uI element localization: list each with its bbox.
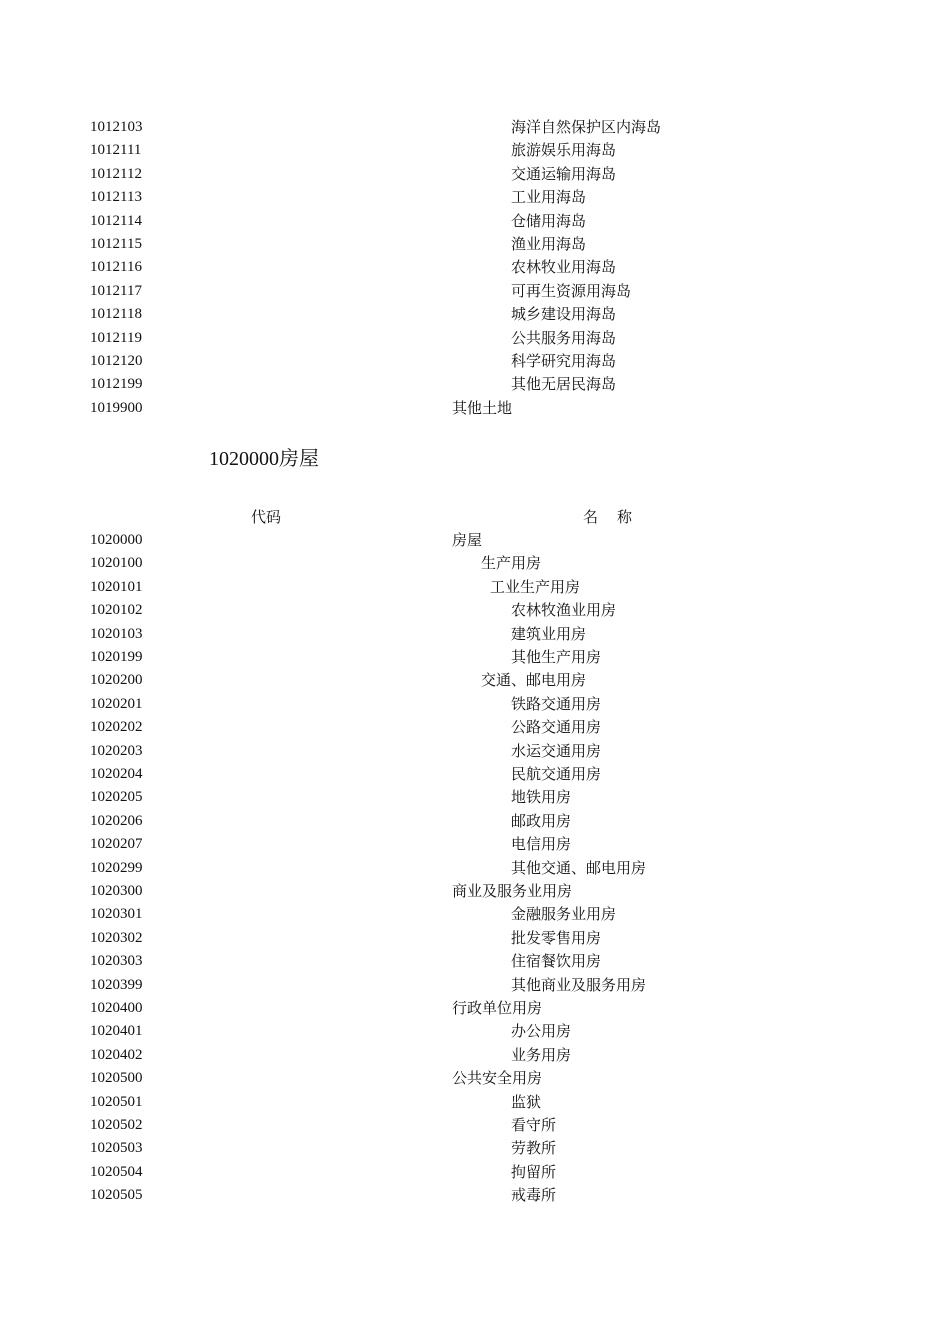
row-name: 其他商业及服务用房	[511, 975, 647, 994]
table-row	[0, 373, 950, 396]
table-row	[0, 997, 950, 1020]
row-code: 1020303	[90, 953, 143, 970]
row-code: 1020300	[90, 883, 143, 899]
row-name: 电信用房	[511, 835, 572, 854]
row-code: 1012120	[90, 353, 143, 369]
row-code: 1020504	[90, 1163, 143, 1180]
table-row	[0, 763, 950, 786]
row-name: 邮政用房	[511, 811, 572, 830]
row-name: 其他无居民海岛	[511, 375, 617, 394]
table-row	[0, 186, 950, 209]
row-code: 1012199	[90, 376, 143, 393]
row-code: 1020399	[90, 976, 143, 993]
table-row	[0, 669, 950, 692]
table-row	[0, 1137, 950, 1160]
row-code: 1020000	[90, 532, 143, 548]
table-row	[0, 1044, 950, 1067]
table-row	[0, 529, 950, 552]
row-code: 1012112	[90, 165, 142, 182]
row-name: 金融服务业用房	[511, 905, 617, 924]
row-code: 1020299	[90, 859, 143, 876]
row-code: 1020400	[90, 1000, 143, 1016]
row-code: 1020103	[90, 625, 143, 642]
row-name: 公路交通用房	[511, 718, 602, 737]
row-name: 办公用房	[511, 1022, 572, 1041]
table-row	[0, 833, 950, 856]
table-row	[0, 280, 950, 303]
table-row	[0, 623, 950, 646]
table-row	[0, 210, 950, 233]
row-code: 1020200	[90, 672, 143, 689]
row-name: 旅游娱乐用海岛	[511, 141, 617, 160]
row-name: 可再生资源用海岛	[511, 281, 632, 300]
row-name: 行政单位用房	[452, 999, 543, 1017]
row-name: 戒毒所	[511, 1186, 557, 1205]
row-code: 1020302	[90, 929, 143, 946]
row-code: 1020503	[90, 1140, 143, 1157]
table-row	[0, 233, 950, 256]
row-code: 1020201	[90, 695, 143, 712]
row-name: 其他生产用房	[511, 648, 602, 666]
row-code: 1020205	[90, 789, 143, 806]
row-code: 1012118	[90, 306, 142, 323]
row-name: 农林牧渔业用房	[511, 601, 617, 620]
row-name: 业务用房	[511, 1045, 572, 1064]
name-column-header: 名 称	[583, 508, 635, 526]
row-name: 科学研究用海岛	[511, 352, 617, 370]
row-code: 1020501	[90, 1093, 143, 1110]
table-row	[0, 927, 950, 950]
row-code: 1020204	[90, 766, 143, 782]
row-code: 1020102	[90, 602, 143, 619]
row-name: 交通运输用海岛	[511, 164, 617, 183]
row-code: 1020203	[90, 742, 143, 759]
row-name: 城乡建设用海岛	[511, 305, 617, 324]
row-code: 1012111	[90, 142, 142, 159]
row-code: 1012114	[90, 212, 142, 229]
row-code: 1012103	[90, 119, 143, 135]
table-row	[0, 552, 950, 575]
table-row	[0, 810, 950, 833]
row-name: 生产用房	[481, 554, 542, 573]
table-row	[0, 786, 950, 809]
row-code: 1020207	[90, 836, 143, 853]
row-code: 1020100	[90, 555, 143, 572]
code-column-header: 代码	[251, 508, 282, 526]
table-row	[0, 950, 950, 973]
row-code: 1020301	[90, 906, 143, 923]
row-code: 1020206	[90, 812, 143, 829]
row-name: 建筑业用房	[511, 624, 587, 643]
table-row	[0, 880, 950, 903]
row-name: 监狱	[511, 1092, 542, 1111]
row-name: 公共安全用房	[452, 1069, 543, 1088]
row-name: 铁路交通用房	[511, 694, 602, 713]
table-row	[0, 857, 950, 880]
table-row	[0, 163, 950, 186]
table-row	[0, 1091, 950, 1114]
row-code: 1012115	[90, 236, 142, 252]
table-row	[0, 903, 950, 926]
table-row	[0, 397, 950, 420]
row-name: 工业生产用房	[490, 577, 581, 596]
row-code: 1012119	[90, 329, 142, 346]
row-name: 农林牧业用海岛	[511, 258, 617, 277]
table-row	[0, 116, 950, 139]
row-name: 其他土地	[452, 398, 513, 417]
row-code: 1020502	[90, 1117, 143, 1133]
table-row	[0, 1114, 950, 1137]
table-row	[0, 303, 950, 326]
row-name: 房屋	[452, 531, 483, 549]
row-name: 劳教所	[511, 1139, 557, 1158]
table-row	[0, 327, 950, 350]
table-row	[0, 974, 950, 997]
row-code: 1020199	[90, 649, 143, 665]
row-name: 住宿餐饮用房	[511, 952, 602, 971]
table-row	[0, 1184, 950, 1207]
row-name: 其他交通、邮电用房	[511, 858, 647, 877]
row-code: 1020401	[90, 1023, 143, 1040]
table-row	[0, 646, 950, 669]
row-code: 1020402	[90, 1046, 143, 1063]
table-row	[0, 1067, 950, 1090]
table-row	[0, 693, 950, 716]
row-code: 1020500	[90, 1070, 143, 1087]
row-code: 1020505	[90, 1187, 143, 1204]
row-code: 1012113	[90, 189, 142, 206]
row-name: 看守所	[511, 1116, 557, 1134]
row-code: 1020101	[90, 578, 143, 595]
row-code: 1012116	[90, 259, 142, 276]
row-name: 地铁用房	[511, 788, 572, 807]
row-name: 民航交通用房	[511, 765, 602, 783]
row-name: 水运交通用房	[511, 741, 602, 760]
section-heading: 1020000房屋	[209, 448, 319, 470]
table-row	[0, 576, 950, 599]
table-row	[0, 256, 950, 279]
row-name: 工业用海岛	[511, 188, 587, 207]
row-code: 1020202	[90, 719, 143, 736]
table-row	[0, 740, 950, 763]
row-name: 仓储用海岛	[511, 211, 587, 230]
table-row	[0, 599, 950, 622]
row-name: 拘留所	[511, 1162, 557, 1181]
row-name: 海洋自然保护区内海岛	[511, 118, 662, 136]
table-row	[0, 1161, 950, 1184]
row-code: 1012117	[90, 282, 142, 299]
row-name: 交通、邮电用房	[481, 671, 587, 690]
table-row	[0, 139, 950, 162]
table-row	[0, 716, 950, 739]
table-row	[0, 350, 950, 373]
row-name: 批发零售用房	[511, 928, 602, 947]
table-row	[0, 1020, 950, 1043]
row-name: 商业及服务业用房	[452, 882, 573, 900]
row-name: 公共服务用海岛	[511, 328, 617, 347]
row-name: 渔业用海岛	[511, 235, 587, 253]
row-code: 1019900	[90, 399, 143, 416]
